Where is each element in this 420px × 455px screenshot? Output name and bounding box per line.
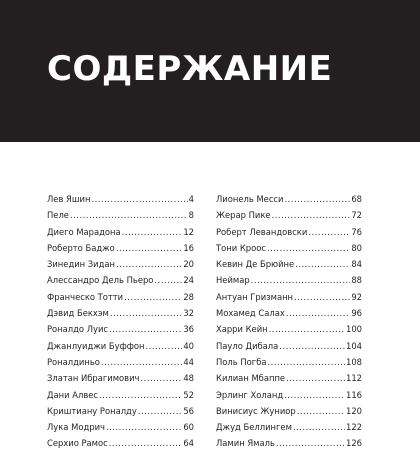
dot-leader bbox=[138, 406, 183, 416]
toc-entry-name: Златан Ибрагимович bbox=[47, 373, 140, 384]
toc-entry-name: Криштиану Роналду bbox=[47, 405, 137, 416]
toc-entry-page: 56 bbox=[183, 405, 194, 416]
toc-entry bbox=[216, 210, 362, 226]
toc-entry-page: 16 bbox=[183, 242, 194, 253]
toc-entry-page: 126 bbox=[346, 438, 362, 449]
toc-entry-name: Лука Модрич bbox=[47, 422, 105, 433]
dot-leader bbox=[146, 341, 183, 351]
toc-entry-page: 28 bbox=[183, 291, 194, 302]
dot-leader bbox=[286, 373, 345, 383]
toc-entry bbox=[47, 227, 194, 243]
toc-entry-page: 8 bbox=[188, 210, 194, 221]
toc-entry-page: 80 bbox=[351, 242, 362, 253]
toc-entry bbox=[47, 357, 194, 373]
toc-right-column bbox=[216, 194, 362, 455]
dot-leader bbox=[116, 243, 183, 253]
toc-entry bbox=[47, 275, 194, 291]
toc-entry-name: Франческо Тотти bbox=[47, 291, 124, 302]
toc-entry-name: Зинедин Зидан bbox=[47, 259, 116, 270]
toc-left-column bbox=[47, 194, 194, 455]
toc-entry-page: 116 bbox=[346, 389, 362, 400]
dot-leader bbox=[286, 308, 351, 318]
toc-entry-name: Харри Кейн bbox=[216, 324, 268, 335]
dot-leader bbox=[110, 308, 183, 318]
toc-entry-page: 36 bbox=[183, 324, 194, 335]
toc-entry bbox=[216, 243, 362, 259]
dot-leader bbox=[106, 422, 182, 432]
toc-entry bbox=[47, 341, 194, 357]
toc-entry-name: Килиан Мбаппе bbox=[216, 373, 286, 384]
toc-entry-page: 68 bbox=[351, 194, 362, 204]
toc-entry-page: 72 bbox=[351, 210, 362, 221]
toc-entry-name: Лионель Месси bbox=[216, 194, 284, 204]
toc-entry bbox=[216, 308, 362, 324]
dot-leader bbox=[91, 194, 187, 204]
toc-entry-page: 112 bbox=[346, 373, 362, 384]
toc-entry-page: 48 bbox=[183, 373, 194, 384]
toc-entry-name: Лев Яшин bbox=[47, 194, 91, 204]
dot-leader bbox=[268, 357, 346, 367]
dot-leader bbox=[284, 390, 345, 400]
toc-entry-name: Роберт Левандовски bbox=[216, 226, 308, 237]
toc-entry-name: Поль Погба bbox=[216, 356, 267, 367]
toc-entry-page: 40 bbox=[183, 340, 194, 351]
toc-entry bbox=[47, 292, 194, 308]
toc-entry-name: Ламин Ямаль bbox=[216, 438, 275, 449]
toc-entry-page: 52 bbox=[183, 389, 194, 400]
toc-entry bbox=[216, 275, 362, 291]
toc-entry-name: Диего Марадона bbox=[47, 226, 121, 237]
toc-entry bbox=[216, 292, 362, 308]
toc-entry bbox=[47, 373, 194, 389]
dot-leader bbox=[279, 341, 345, 351]
toc-entry-name: Винисиус Жуниор bbox=[216, 405, 296, 416]
dot-leader bbox=[109, 324, 182, 334]
dot-leader bbox=[294, 292, 350, 302]
page-title: СОДЕРЖАНИЕ bbox=[47, 49, 333, 89]
dot-leader bbox=[269, 324, 345, 334]
dot-leader bbox=[251, 275, 351, 285]
dot-leader bbox=[154, 275, 182, 285]
dot-leader bbox=[70, 210, 188, 220]
toc-entry-name: Джанлуиджи Буффон bbox=[47, 340, 145, 351]
toc-entry-page: 108 bbox=[346, 356, 362, 367]
dot-leader bbox=[308, 227, 350, 237]
dot-leader bbox=[295, 259, 350, 269]
toc-entry-name: Пеле bbox=[47, 210, 69, 221]
toc-entry-name: Дани Алвес bbox=[47, 389, 99, 400]
dot-leader bbox=[122, 227, 183, 237]
toc-entry bbox=[47, 422, 194, 438]
toc-entry bbox=[216, 357, 362, 373]
toc-entry bbox=[216, 324, 362, 340]
toc-entry-page: 44 bbox=[183, 356, 194, 367]
dot-leader bbox=[101, 357, 182, 367]
toc-entry bbox=[47, 308, 194, 324]
toc-entry-name: Неймар bbox=[216, 275, 250, 286]
toc-entry bbox=[216, 438, 362, 454]
toc-entry-page: 12 bbox=[183, 226, 194, 237]
dot-leader bbox=[109, 438, 183, 448]
toc-entry-name: Эрлинг Холанд bbox=[216, 389, 284, 400]
dot-leader bbox=[124, 292, 182, 302]
dot-leader bbox=[267, 243, 350, 253]
toc-entry-page: 88 bbox=[351, 275, 362, 286]
toc-entry-name: Мохамед Салах bbox=[216, 308, 285, 319]
toc-entry-name: Роналдиньо bbox=[47, 356, 100, 367]
toc-entry bbox=[216, 390, 362, 406]
toc-entry-name: Джуд Беллингем bbox=[216, 422, 292, 433]
dot-leader bbox=[284, 194, 350, 204]
dot-leader bbox=[276, 438, 345, 448]
toc-entry-name: Тони Кроос bbox=[216, 242, 266, 253]
toc-entry-name: Антуан Гризманн bbox=[216, 291, 294, 302]
toc-entry-page: 84 bbox=[351, 259, 362, 270]
toc-entry-name: Дэвид Бекхэм bbox=[47, 308, 109, 319]
toc-entry-page: 100 bbox=[346, 324, 362, 335]
toc-entry bbox=[216, 422, 362, 438]
toc-entry bbox=[47, 194, 194, 210]
toc-entry-name: Алессандро Дель Пьеро bbox=[47, 275, 154, 286]
toc-entry bbox=[216, 259, 362, 275]
toc-entry-page: 92 bbox=[351, 291, 362, 302]
toc-entry-page: 96 bbox=[351, 308, 362, 319]
toc-entry bbox=[47, 390, 194, 406]
dot-leader bbox=[272, 210, 351, 220]
toc-entry bbox=[216, 373, 362, 389]
toc-entry bbox=[47, 259, 194, 275]
dot-leader bbox=[141, 373, 183, 383]
toc-entry-page: 76 bbox=[351, 226, 362, 237]
toc-entry bbox=[216, 341, 362, 357]
toc-entry bbox=[47, 243, 194, 259]
toc-entry-name: Кевин Де Брюйне bbox=[216, 259, 295, 270]
dot-leader bbox=[297, 406, 345, 416]
toc-entry bbox=[216, 194, 362, 210]
toc-entry-page: 104 bbox=[346, 340, 362, 351]
toc-entry-page: 120 bbox=[346, 405, 362, 416]
dot-leader bbox=[293, 422, 345, 432]
toc-entry bbox=[47, 438, 194, 454]
toc-entry-page: 64 bbox=[183, 438, 194, 449]
toc-entry bbox=[47, 324, 194, 340]
toc-entry bbox=[47, 210, 194, 226]
toc-entry-name: Роналдо Луис bbox=[47, 324, 109, 335]
title-banner bbox=[0, 0, 420, 142]
toc-entry-page: 32 bbox=[183, 308, 194, 319]
toc-entry-page: 4 bbox=[188, 194, 194, 204]
toc-entry-page: 20 bbox=[183, 259, 194, 270]
toc-entry-page: 60 bbox=[183, 422, 194, 433]
dot-leader bbox=[116, 259, 182, 269]
dot-leader bbox=[99, 390, 182, 400]
toc-entry bbox=[216, 227, 362, 243]
toc-entry-name: Пауло Дибала bbox=[216, 340, 279, 351]
toc-entry-page: 24 bbox=[183, 275, 194, 286]
toc-entry-page: 122 bbox=[346, 422, 362, 433]
toc-entry-name: Роберто Баджо bbox=[47, 242, 115, 253]
toc-entry-name: Жерар Пике bbox=[216, 210, 271, 221]
toc-entry-name: Серхио Рамос bbox=[47, 438, 108, 449]
